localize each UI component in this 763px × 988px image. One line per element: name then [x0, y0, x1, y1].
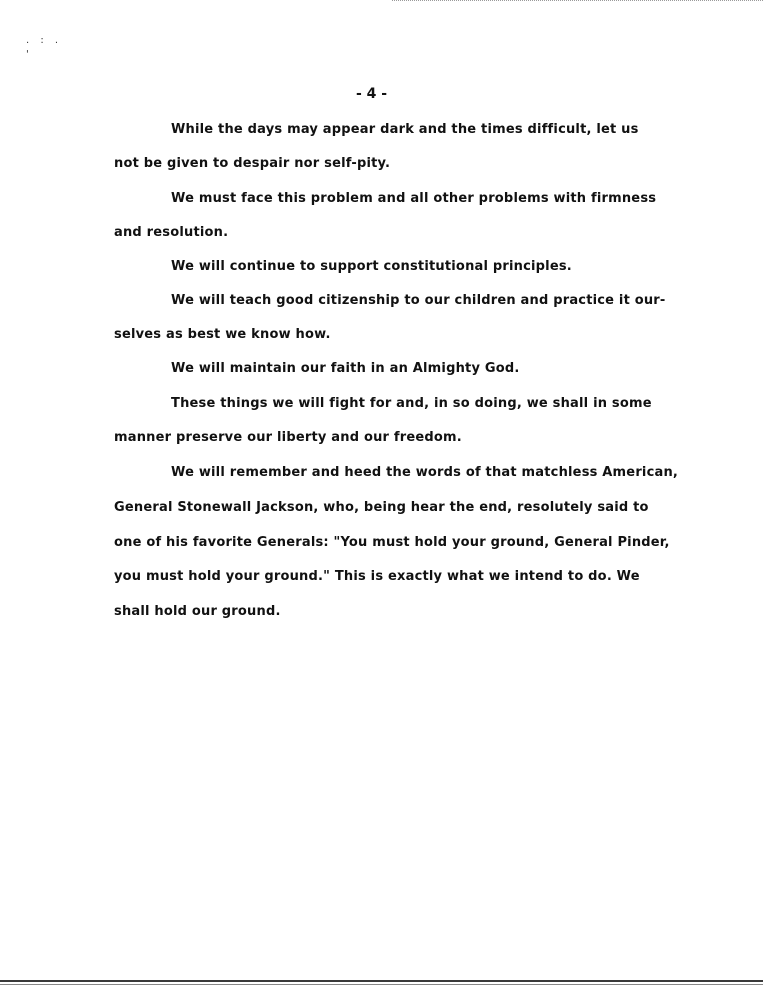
text-line: We will continue to support constitutional principles. — [171, 259, 572, 274]
page-number: - 4 - — [356, 86, 388, 102]
text-line: We will teach good citizenship to our children and practice it our- — [171, 293, 666, 308]
text-line: not be given to despair nor self-pity. — [114, 156, 391, 171]
text-line: one of his favorite Generals: "You must hold your ground, General Pinder, — [114, 535, 670, 550]
bottom-rule — [0, 980, 763, 982]
text-line: While the days may appear dark and the times difficult, let us — [171, 122, 639, 137]
text-line: General Stonewall Jackson, who, being hear the end, resolutely said to — [114, 500, 649, 515]
text-line: We will remember and heed the words of that matchless American, — [171, 465, 679, 480]
text-line: These things we will fight for and, in so doing, we shall in some — [171, 396, 652, 411]
bottom-rule-shadow — [0, 984, 763, 985]
text-line: We must face this problem and all other problems with firmness — [171, 191, 657, 206]
text-line: manner preserve our liberty and our freedom. — [114, 430, 462, 445]
text-line: you must hold your ground." This is exactly what we intend to do. We — [114, 569, 640, 584]
top-dotted-border — [392, 0, 763, 7]
text-line: We will maintain our faith in an Almighty God. — [171, 361, 520, 376]
corner-marks: . : . ' — [26, 35, 63, 60]
text-line: shall hold our ground. — [114, 604, 281, 619]
text-line: selves as best we know how. — [114, 327, 331, 342]
text-line: and resolution. — [114, 225, 229, 240]
